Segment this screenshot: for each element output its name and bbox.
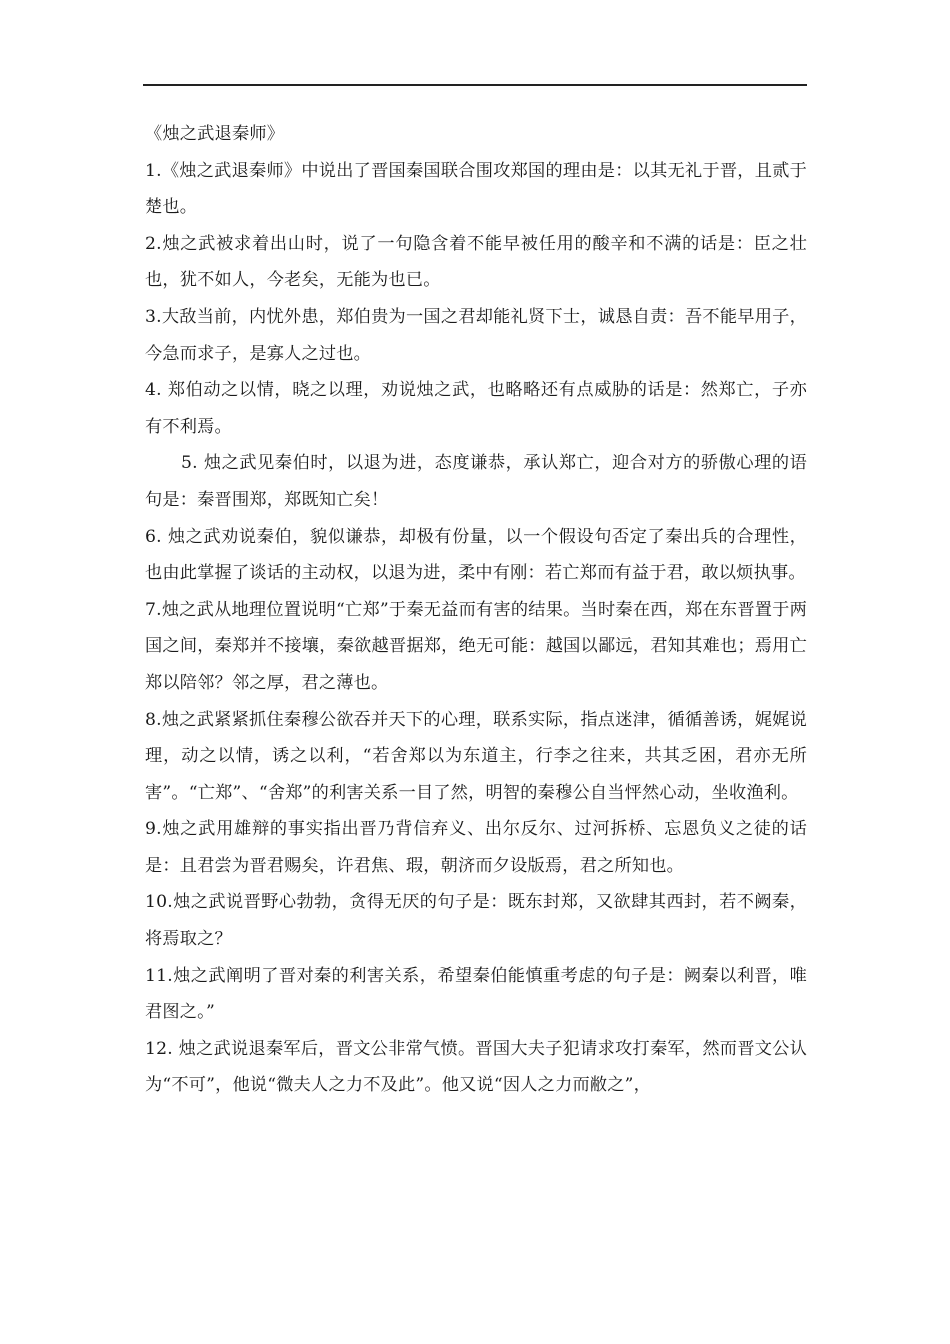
paragraph-1: 1.《烛之武退秦师》中说出了晋国秦国联合围攻郑国的理由是：以其无礼于晋，且贰于楚也。	[145, 160, 807, 218]
paragraph-3: 3.大敌当前，内忧外患，郑伯贵为一国之君却能礼贤下士，诚恳自责：吾不能早用子，今急而求子，是寡人之过也。	[145, 306, 807, 364]
paragraph-4: 4. 郑伯动之以情，晓之以理，劝说烛之武，也略略还有点威胁的话是：然郑亡，子亦有不利焉。	[145, 380, 807, 437]
paragraph-5: 5. 烛之武见秦伯时，以退为进，态度谦恭，承认郑亡，迎合对方的骄傲心理的语句是：秦晋围郑，郑既知亡矣！	[145, 453, 807, 510]
header-rule	[143, 84, 807, 86]
paragraph-8: 8.烛之武紧紧抓住秦穆公欲吞并天下的心理，联系实际，指点迷津，循循善诱，娓娓说理，动之以情，诱之以利，“若舍郑以为东道主，行李之往来，共其乏困，君亦无所害”。“亡郑”、“舍郑”的利害关系一目了然，明智的秦穆公自当怦然心动，坐收渔利。	[145, 709, 807, 803]
paragraph-10: 10.烛之武说晋野心勃勃，贪得无厌的句子是：既东封郑，又欲肆其西封，若不阙秦，将焉取之？	[145, 892, 807, 950]
document-body	[145, 116, 807, 1104]
document-title: 《烛之武退秦师》	[145, 124, 285, 144]
paragraph-9: 9.烛之武用雄辩的事实指出晋乃背信弃义、出尔反尔、过河拆桥、忘恩负义之徒的话是：且君尝为晋君赐矣，许君焦、瑕，朝济而夕设版焉，君之所知也。	[145, 819, 807, 876]
paragraph-11: 11.烛之武阐明了晋对秦的利害关系，希望秦伯能慎重考虑的句子是：阙秦以利晋，唯君图之。”	[145, 965, 807, 1023]
paragraph-2: 2.烛之武被求着出山时，说了一句隐含着不能早被任用的酸辛和不满的话是：臣之壮也，犹不如人，今老矣，无能为也已。	[145, 233, 807, 291]
paragraph-12: 12. 烛之武说退秦军后，晋文公非常气愤。晋国大夫子犯请求攻打秦军，然而晋文公认为“不可”，他说“微夫人之力不及此”。他又说“因人之力而敝之”，	[145, 1038, 807, 1096]
paragraph-7: 7.烛之武从地理位置说明“亡郑”于秦无益而有害的结果。当时秦在西，郑在东晋置于两国之间，秦郑并不接壤，秦欲越晋据郑，绝无可能：越国以鄙远，君知其难也；焉用亡郑以陪邻？邻之厚，君之薄也。	[145, 599, 807, 693]
paragraph-6: 6. 烛之武劝说秦伯，貌似谦恭，却极有份量，以一个假设句否定了秦出兵的合理性，也由此掌握了谈话的主动权，以退为进，柔中有刚：若亡郑而有益于君，敢以烦执事。	[145, 526, 807, 584]
